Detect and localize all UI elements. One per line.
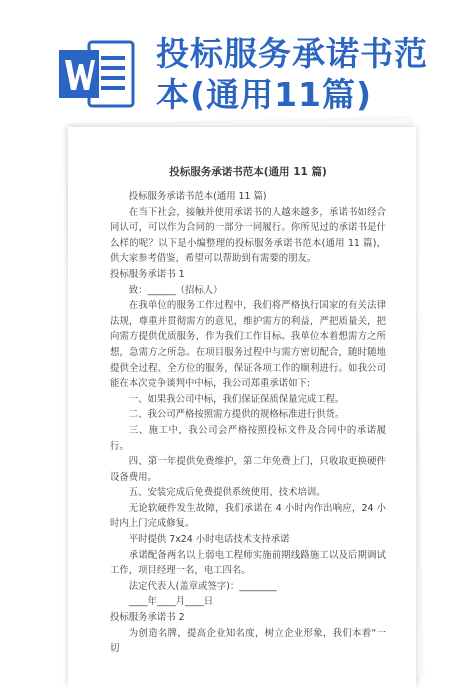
doc-paragraph: 为创造名牌，提高企业知名度，树立企业形象，我们本着“一切 [110, 627, 386, 655]
doc-paragraph: 三、施工中，我公司会严格按照投标文件及合同中的承诺履行。 [110, 424, 386, 452]
doc-paragraph: 投标服务承诺书范本(通用 11 篇) [128, 191, 267, 202]
signature-line: 法定代表人(盖章或签字)：________ [128, 580, 277, 592]
doc-paragraph: 在我单位的服务工作过程中，我们将严格执行国家的有关法律法规，尊重并贯彻需方的意见，维护需方的利益，严把质量关，把向需方提供优质服务，作为我们工作目标。我单位本着想需方之所想，急需方之所急。在项目服务过程中与需方密切配合，随时随地提供全过程、全方位的服务，保证各项工作的顺利进行。如我公司能在本次竞争谈判中中标，我公司郑重承诺如下: [110, 300, 386, 390]
doc-paragraph: 致：______（招标人） [128, 284, 223, 296]
title-line-2: 本(通用11篇) [156, 75, 373, 114]
doc-paragraph: 承诺配备两名以上弱电工程师实施前期线路施工以及后期调试工作，项目经理一名，电工四名。 [110, 549, 386, 577]
doc-heading: 投标服务承诺书 1 [110, 268, 185, 280]
document-title: 投标服务承诺书范本(通用 11 篇) [169, 166, 327, 178]
date-line: ____年____月____日 [128, 596, 214, 608]
page-title [156, 33, 466, 115]
document-body [110, 165, 386, 657]
doc-paragraph: 四、第一年提供免费维护，第二年免费上门，只收取更换硬件设备费用。 [110, 456, 386, 483]
doc-heading: 投标服务承诺书 2 [110, 612, 185, 624]
doc-paragraph: 二、我公司严格按照需方提供的规格标准进行供货。 [128, 409, 345, 421]
header-banner [0, 0, 474, 120]
word-document-icon [59, 40, 137, 108]
doc-paragraph: 无论软硬件发生故障，我们承诺在 4 小时内作出响应，24 小时内上门完成修复。 [110, 502, 386, 530]
doc-paragraph: 平时提供 7x24 小时电话技术支持承诺 [128, 534, 290, 546]
doc-paragraph: 一、如果我公司中标，我们保证保质保量完成工程。 [128, 393, 345, 405]
title-line-1: 投标服务承诺书范 [156, 34, 428, 73]
doc-paragraph: 在当下社会，接触并使用承诺书的人越来越多，承诺书如经合同认可，可以作为合同的一部分一同履行。你所见过的承诺书是什么样的呢？以下是小编整理的投标服务承诺书范本(通用 11 篇)，供大家参考借鉴，希望可以帮助到有需要的朋友。 [110, 206, 386, 265]
doc-paragraph: 五、安装完成后免费提供系统使用、技术培训。 [128, 487, 326, 499]
